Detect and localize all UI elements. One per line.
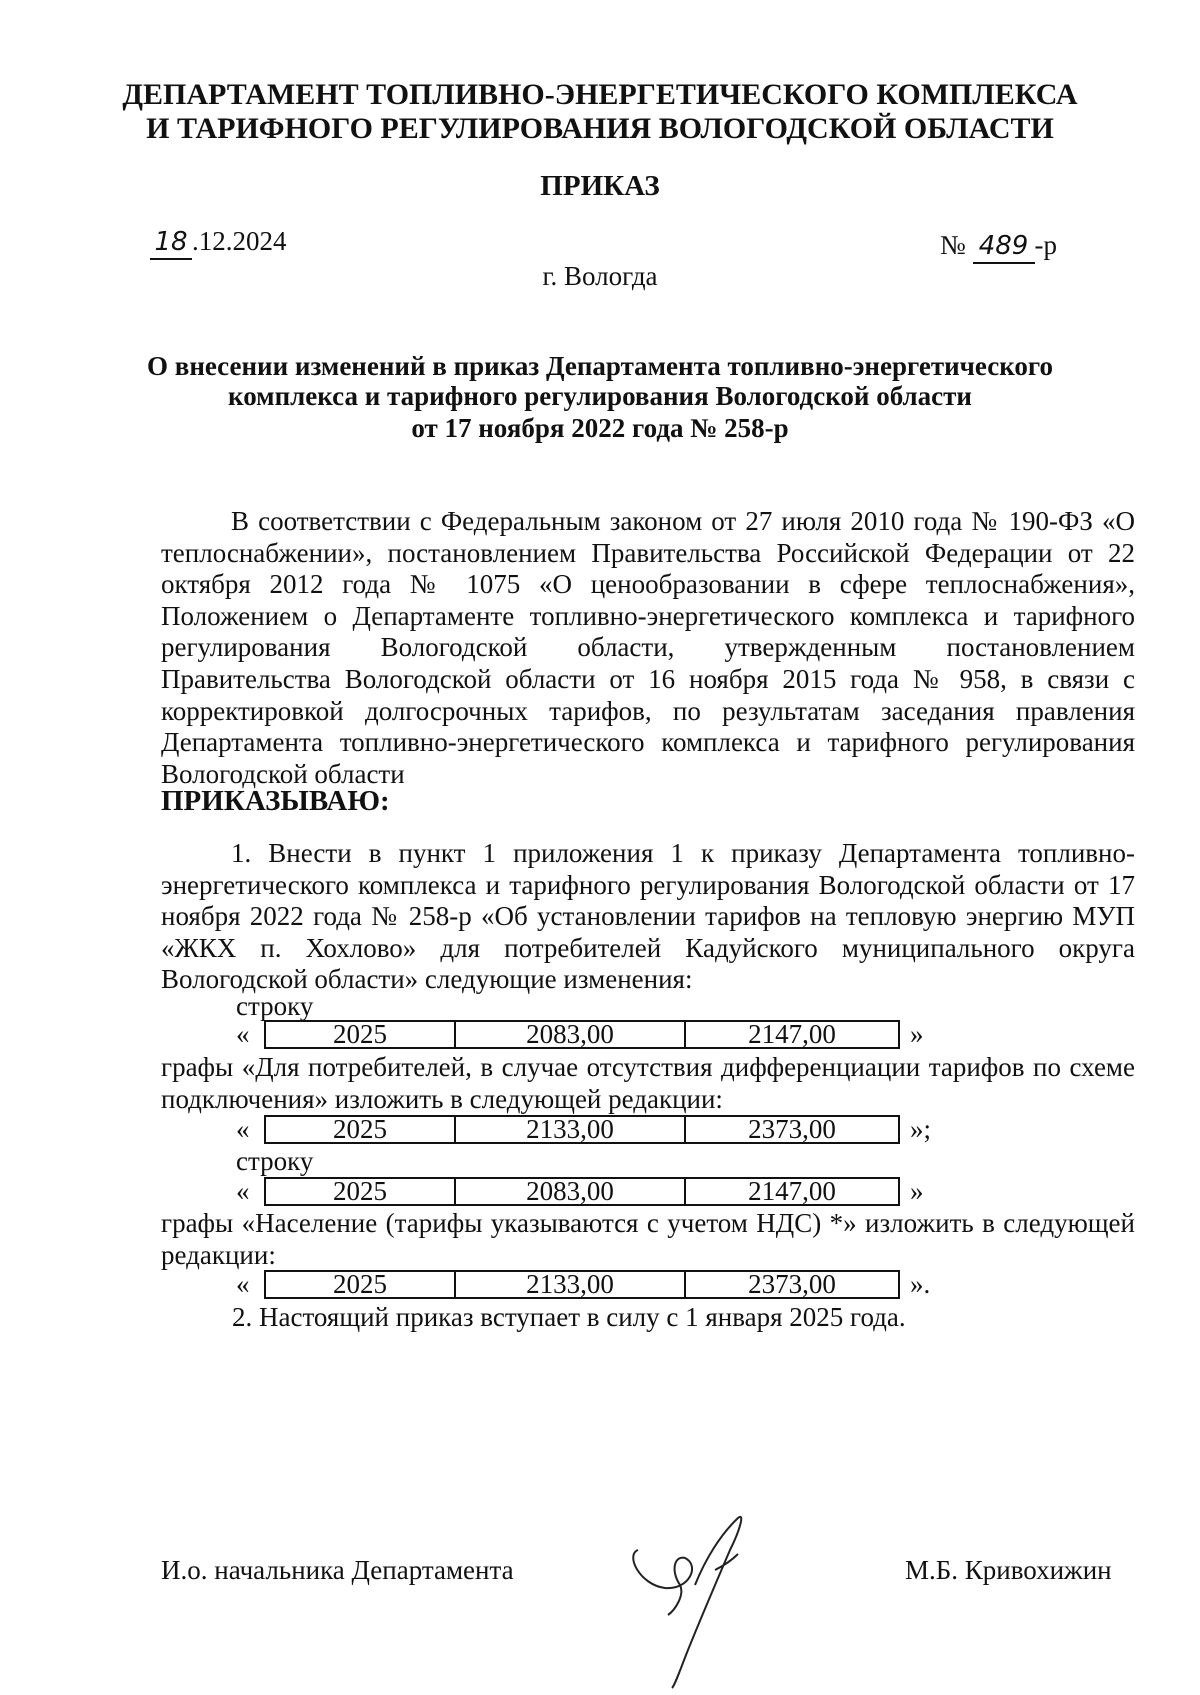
date-day-handwritten: 18 (150, 227, 192, 260)
doc-type: ПРИКАЗ (540, 170, 660, 202)
tariff-row (264, 1177, 900, 1206)
label-row-2: строку (236, 1146, 314, 1176)
cell-value-2: 2373,00 (748, 1114, 836, 1144)
close-quote: ». (910, 1269, 931, 1299)
signer-position: И.о. начальника Департамента (161, 1555, 514, 1585)
tariff-row (264, 1270, 900, 1299)
cell-value-2: 2373,00 (748, 1269, 836, 1299)
item-1: 1. Внести в пункт 1 приложения 1 к приказу Департамента топливно-энергетического комплекса и тарифного регулирования Вологодской области от 17 ноября 2022 года № 258-р «Об установлении тарифов на тепловую энергию МУП «ЖКХ п. Хохлово» для потребителей Кадуйского муниципального округа Вологодской области» следующие изменения: (161, 838, 1135, 995)
preamble: В соответствии с Федеральным законом от 27 июля 2010 года № 190-ФЗ «О теплоснабжении», постановлением Правительства Российской Федерации от 22 октября 2012 года № 1075 «О ценообразовании в сфере теплоснабжения», Положением о Департаменте топливно-энергетического комплекса и тарифного регулирования Вологодской области, утвержденным постановлением Правительства Вологодской области от 16 ноября 2015 года № 958, в связи с корректировкой долгосрочных тарифов, по результатам заседания правления Департамента топливно-энергетического комплекса и тарифного регулирования Вологодской области (161, 506, 1135, 789)
open-quote: « (236, 1269, 250, 1299)
change-1-text: графы «Для потребителей, в случае отсутствия дифференциации тарифов по схеме подключения» изложить в следующей редакции: (161, 1052, 1135, 1114)
item-2: 2. Настоящий приказ вступает в силу с 1 января 2025 года. (232, 1302, 906, 1332)
title-line-3: от 17 ноября 2022 года № 258-р (411, 413, 789, 443)
header-line-1: ДЕПАРТАМЕНТ ТОПЛИВНО-ЭНЕРГЕТИЧЕСКОГО КОМПЛЕКСА (122, 78, 1078, 111)
cell-year: 2025 (266, 1022, 456, 1047)
number-suffix: -р (1034, 230, 1058, 260)
cell-value-2: 2147,00 (748, 1019, 836, 1049)
order-word: ПРИКАЗЫВАЮ: (161, 785, 390, 817)
change-2-text: графы «Население (тарифы указываются с учетом НДС) *» изложить в следующей редакции: (161, 1208, 1135, 1270)
cell-year: 2025 (266, 1117, 456, 1142)
number-prefix: № (940, 230, 966, 260)
close-quote: » (910, 1176, 924, 1206)
cell-value-1: 2083,00 (456, 1179, 686, 1204)
change-1-block (161, 1052, 1135, 1115)
number-handwritten: 489 (973, 231, 1035, 264)
order-date (150, 226, 287, 260)
order-number (940, 230, 1057, 264)
cell-year: 2025 (266, 1272, 456, 1297)
cell-value-1: 2083,00 (456, 1022, 686, 1047)
change-2-block (161, 1208, 1135, 1271)
cell-value-1: 2133,00 (456, 1117, 686, 1142)
open-quote: « (236, 1114, 250, 1144)
signer-name: М.Б. Кривохижин (905, 1555, 1112, 1585)
cell-value-2: 2147,00 (748, 1176, 836, 1206)
open-quote: « (236, 1019, 250, 1049)
label-row-1: строку (236, 991, 314, 1021)
date-rest: .12.2024 (192, 226, 287, 256)
item-1-block (161, 838, 1135, 996)
preamble-block (161, 506, 1135, 790)
cell-year: 2025 (266, 1179, 456, 1204)
header-line-2: И ТАРИФНОГО РЕГУЛИРОВАНИЯ ВОЛОГОДСКОЙ ОБЛАСТИ (146, 112, 1054, 145)
tariff-row (264, 1115, 900, 1144)
title-line-2: комплекса и тарифного регулирования Вологодской области (228, 381, 972, 411)
close-quote: » (910, 1019, 924, 1049)
title-line-1: О внесении изменений в приказ Департамента топливно-энергетического (146, 351, 1053, 381)
tariff-row (264, 1020, 900, 1049)
handwritten-signature-icon (620, 1510, 770, 1690)
cell-value-1: 2133,00 (456, 1272, 686, 1297)
open-quote: « (236, 1176, 250, 1206)
city: г. Вологда (542, 261, 658, 291)
close-quote: »; (910, 1114, 932, 1144)
